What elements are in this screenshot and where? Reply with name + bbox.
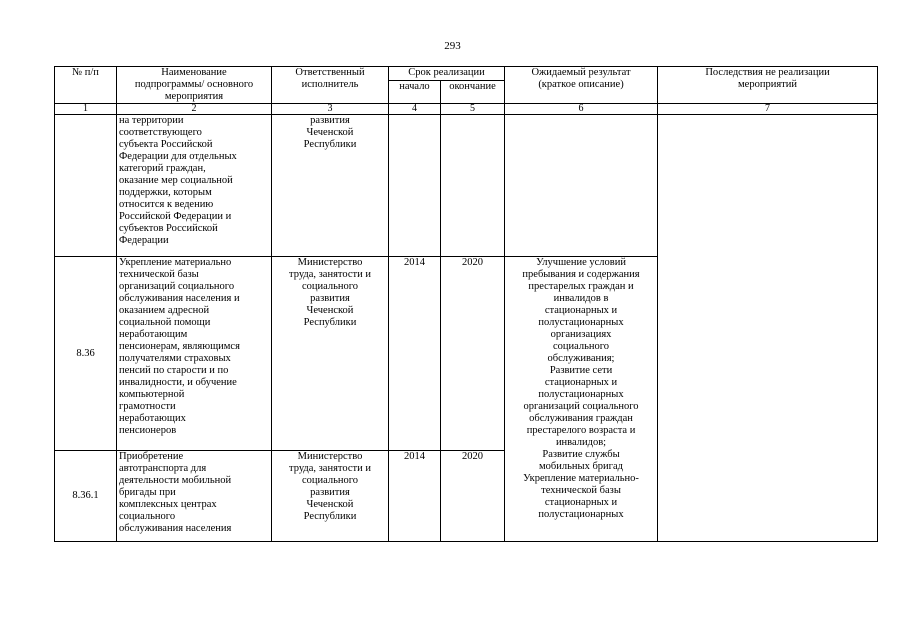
header-end: окончание	[441, 81, 505, 104]
row-start: 2014	[389, 451, 441, 542]
row-start: 2014	[389, 257, 441, 451]
row-name: Укрепление материально технической базы организаций социального обслуживания населения и оказанием адресной социальной помощи неработающим пенсионерам, являющимся получателями страховых пенсий по старости и по инвалидности, и обучение компьютерной грамотности неработающих пенсионеров	[117, 257, 272, 451]
row-executor: Министерство труда, занятости и социального развития Чеченской Республики	[272, 257, 389, 451]
column-number: 7	[658, 104, 878, 115]
result-cell: Улучшение условий пребывания и содержания престарелых граждан и инвалидов в стационарных и полустационарных организациях социального обслуживания; Развитие сети стационарных и полустационарных организаций социального обслуживания граждан престарелого возраста и инвалидов; Развитие службы мобильных бригад Укрепление материально- технической базы стационарных и полустационарных	[505, 257, 658, 542]
row-end	[441, 115, 505, 257]
header-period: Срок реализации	[389, 67, 505, 81]
column-number: 4	[389, 104, 441, 115]
row-num	[55, 115, 117, 257]
column-number: 6	[505, 104, 658, 115]
header-row	[55, 67, 878, 81]
header-name: Наименование подпрограммы/ основного мероприятия	[117, 67, 272, 104]
column-number: 2	[117, 104, 272, 115]
row-start	[389, 115, 441, 257]
column-number: 5	[441, 104, 505, 115]
row-name: на территории соответствующего субъекта Российской Федерации для отдельных категорий граждан, оказание мер социальной поддержки, которым относится к ведению Российской Федерации и субъектов Российской Федерации	[117, 115, 272, 257]
row-result-empty	[505, 115, 658, 257]
column-number: 3	[272, 104, 389, 115]
page-number: 293	[444, 40, 461, 52]
header-start: начало	[389, 81, 441, 104]
header-consequence: Последствия не реализации мероприятий	[658, 67, 878, 104]
column-number: 1	[55, 104, 117, 115]
row-executor: Министерство труда, занятости и социального развития Чеченской Республики	[272, 451, 389, 542]
row-executor: развития Чеченской Республики	[272, 115, 389, 257]
consequence-cell	[658, 115, 878, 542]
header-result: Ожидаемый результат (краткое описание)	[505, 67, 658, 104]
row-end: 2020	[441, 257, 505, 451]
header-num: № п/п	[55, 67, 117, 104]
row-name: Приобретение автотранспорта для деятельности мобильной бригады при комплексных центрах социального обслуживания населения	[117, 451, 272, 542]
row-num: 8.36	[55, 257, 117, 451]
row-num: 8.36.1	[55, 451, 117, 542]
table-row	[55, 115, 878, 257]
row-end: 2020	[441, 451, 505, 542]
program-table	[54, 66, 878, 542]
header-executor: Ответственный исполнитель	[272, 67, 389, 104]
column-number-row	[55, 104, 878, 115]
